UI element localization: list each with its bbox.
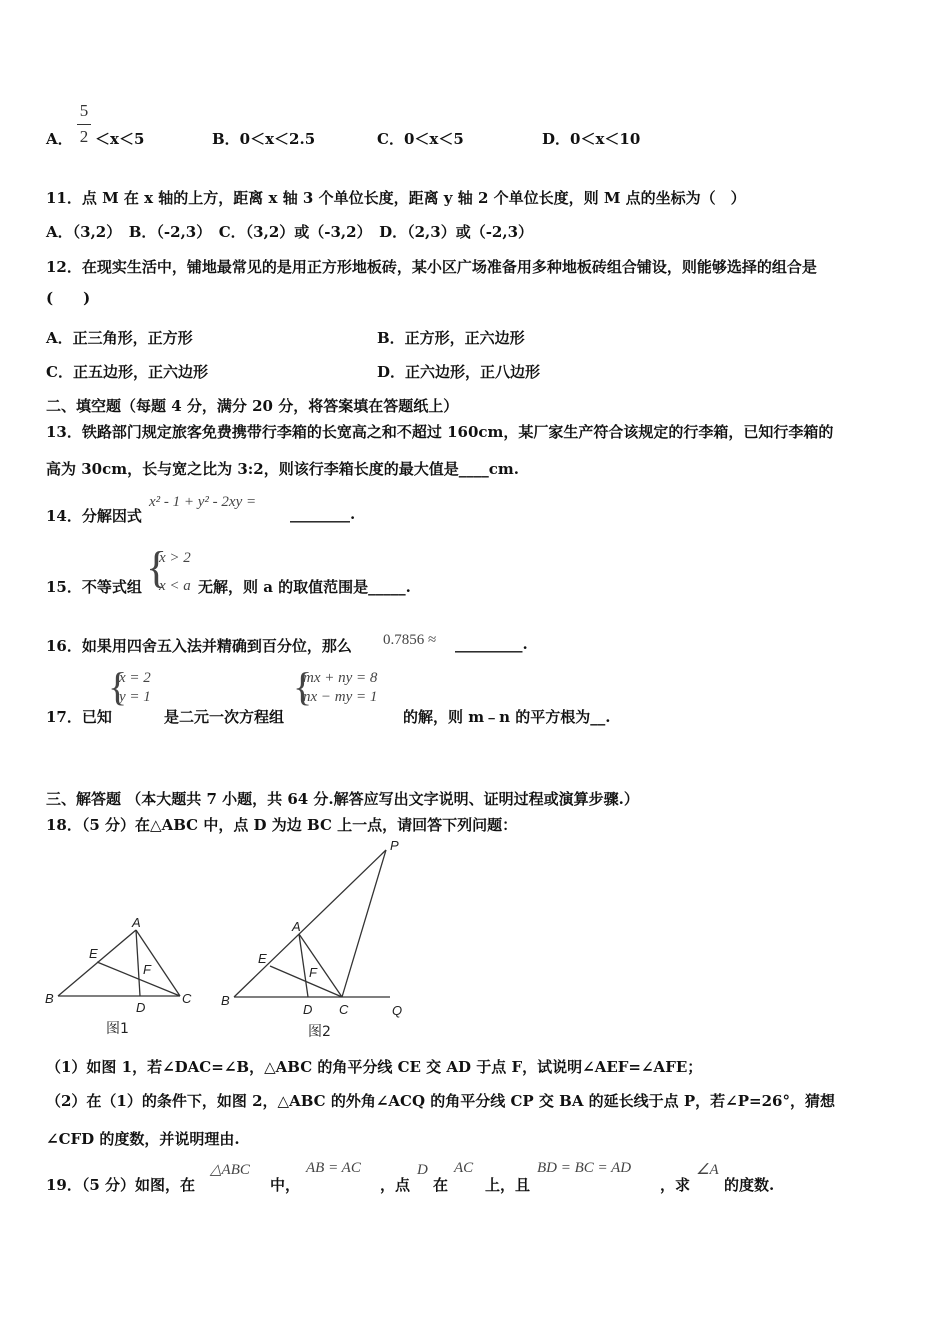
fig1-label-b: B — [45, 991, 54, 1006]
q12-option-d: D．正六边形，正八边形 — [377, 363, 541, 381]
q11-stem: 11．点 M 在 x 轴的上方，距离 x 轴 3 个单位长度，距离 y 轴 2 个单位长度，则 M 点的坐标为（ ） — [46, 189, 746, 207]
q18-figures — [40, 835, 470, 1045]
q17-suffix: 的解，则 m﹣n 的平方根为__. — [403, 708, 611, 726]
q19-prefix: 19．（5 分）如图，在 — [46, 1176, 196, 1194]
q14-prefix: 14．分解因式 — [46, 507, 142, 525]
q10-frac-denominator: 2 — [79, 127, 89, 146]
q17-solution-brace: { — [108, 664, 128, 709]
q17-prefix: 17．已知 — [46, 708, 112, 726]
q19-equation-2: BD = BC = AD — [537, 1160, 632, 1176]
figure-2-labels — [221, 838, 402, 1040]
fig1-caption: 图1 — [106, 1021, 129, 1037]
fig1-label-e: E — [89, 946, 98, 961]
q17-solution-x: x = 2 — [119, 670, 151, 686]
fig1-segment-ba — [58, 930, 136, 996]
q10-option-d: D．0＜x＜10 — [542, 130, 641, 148]
q19-text-3: 在 — [433, 1176, 449, 1194]
q17-system-brace: { — [293, 664, 313, 709]
q17-equation-1: mx + ny = 8 — [303, 670, 378, 686]
section-3-heading: 三、解答题 （本大题共 7 小题，共 64 分.解答应写出文字说明、证明过程或演算步骤.） — [46, 790, 639, 808]
fig2-caption: 图2 — [308, 1024, 331, 1040]
q18-part-1: （1）如图 1，若∠DAC=∠B，△ABC 的角平分线 CE 交 AD 于点 F，试说明∠AEF=∠AFE； — [46, 1058, 703, 1076]
fig2-label-b: B — [221, 993, 230, 1008]
q19-text-1: 中， — [270, 1176, 301, 1194]
q10-option-a-label: A． — [46, 130, 73, 148]
q19-text-2: ，点 — [380, 1176, 411, 1194]
q13-line-1: 13．铁路部门规定旅客免费携带行李箱的长宽高之和不超过 160cm，某厂家生产符合该规定的行李箱，已知行李箱的 — [46, 423, 834, 441]
q19-equation-1: AB = AC — [306, 1160, 361, 1176]
fig2-label-d: D — [303, 1002, 313, 1017]
q12-option-b: B．正方形，正六边形 — [377, 329, 525, 347]
q17-equation-2: nx − my = 1 — [303, 689, 378, 705]
fig1-label-f: F — [143, 962, 151, 977]
fig2-label-f: F — [309, 965, 317, 980]
q16-expression: 0.7856 ≈ — [383, 632, 437, 648]
q16-answer-blank: _________. — [455, 635, 528, 653]
q13-line-2: 高为 30cm，长与宽之比为 3:2，则该行李箱长度的最大值是____cm. — [46, 460, 519, 478]
q10-option-a-rest: ＜x＜5 — [95, 130, 145, 148]
q19-text-5: ，求 — [660, 1176, 691, 1194]
q10-option-c: C．0＜x＜5 — [377, 130, 464, 148]
q19-segment: AC — [454, 1160, 474, 1176]
q10-option-b: B．0＜x＜2.5 — [212, 130, 316, 148]
q18-part-2-line-1: （2）在（1）的条件下，如图 2，△ABC 的外角∠ACQ 的角平分线 CP 交 BA 的延长线于点 P，若∠P=26°，猜想 — [46, 1092, 835, 1110]
q15-prefix: 15．不等式组 — [46, 578, 142, 596]
q10-frac-bar — [77, 124, 91, 125]
q15-row-2: x < a — [159, 578, 191, 594]
fig2-label-c: C — [339, 1002, 349, 1017]
q12-option-c: C．正五边形，正六边形 — [46, 363, 208, 381]
q18-stem: 18．（5 分）在△ABC 中，点 D 为边 BC 上一点，请回答下列问题： — [46, 816, 518, 834]
q11-options: A．（3,2） B．（-2,3） C．（3,2）或（-3,2） D．（2,3）或（-2,3） — [46, 223, 534, 241]
fig1-label-c: C — [182, 991, 192, 1006]
q15-brace: { — [146, 543, 168, 592]
q12-stem: 12．在现实生活中，铺地最常见的是用正方形地板砖，某小区广场准备用多种地板砖组合铺设，则能够选择的组合是 — [46, 258, 817, 276]
fig2-segment-ad — [299, 934, 308, 997]
q12-stem-paren: ( ) — [46, 289, 91, 307]
fig2-label-a: A — [292, 919, 301, 934]
q19-triangle: △ABC — [210, 1162, 250, 1178]
fig2-label-p: P — [390, 838, 399, 853]
q19-text-6: 的度数. — [724, 1176, 775, 1194]
q18-part-2-line-2: ∠CFD 的度数，并说明理由. — [46, 1130, 240, 1148]
q19-point-d: D — [417, 1162, 428, 1178]
fig1-segment-ad — [136, 930, 140, 996]
section-2-heading: 二、填空题（每题 4 分，满分 20 分，将答案填在答题纸上） — [46, 397, 459, 415]
q12-option-a: A．正三角形，正方形 — [46, 329, 193, 347]
q19-text-4: 上，且 — [485, 1176, 531, 1194]
fig2-label-q: Q — [392, 1003, 403, 1018]
figure-1 — [58, 930, 180, 996]
q15-row-1: x > 2 — [159, 550, 191, 566]
figure-1-labels — [45, 915, 192, 1037]
q14-expression: x² - 1 + y² - 2xy = — [149, 494, 257, 510]
fig1-label-a: A — [132, 915, 141, 930]
fig1-label-d: D — [136, 1000, 146, 1015]
q17-middle: 是二元一次方程组 — [164, 708, 285, 726]
q19-angle: ∠A — [696, 1162, 719, 1178]
q17-solution-y: y = 1 — [119, 689, 151, 705]
q15-suffix: 无解，则 a 的取值范围是_____. — [198, 578, 411, 596]
q14-answer-blank: ________. — [290, 505, 356, 523]
q16-prefix: 16．如果用四舍五入法并精确到百分位，那么 — [46, 637, 352, 655]
q10-frac-numerator: 5 — [79, 101, 89, 120]
fig2-label-e: E — [258, 951, 267, 966]
